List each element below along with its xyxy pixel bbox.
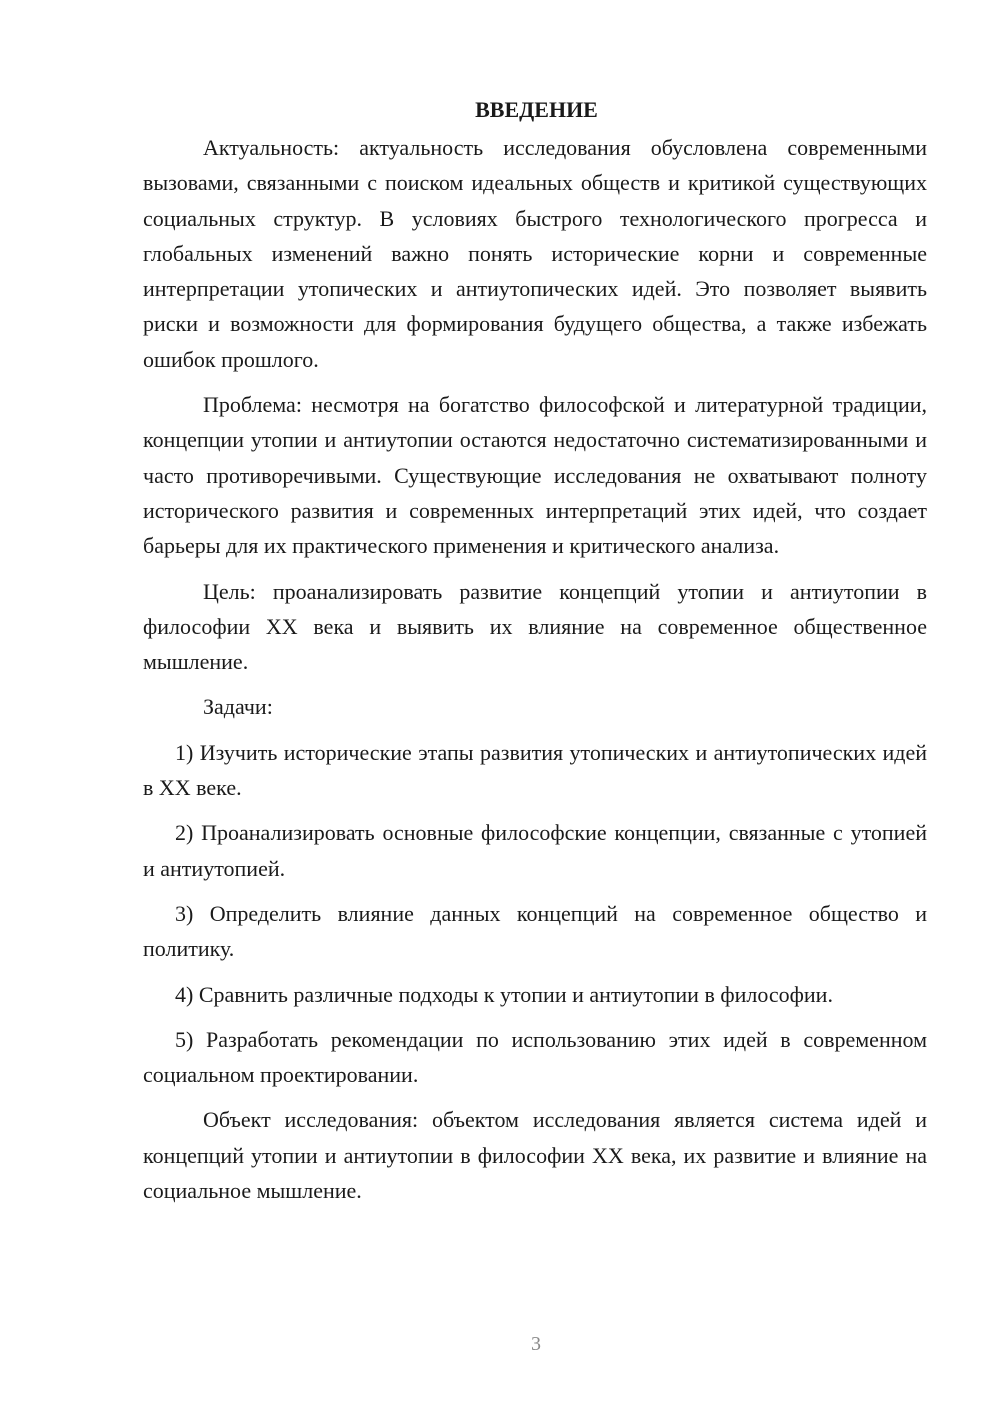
paragraph-relevance: Актуальность: актуальность исследования обусловлена современными вызовами, связанными с поиском идеальных обществ и критикой существующих социальных структур. В условиях быстрого технологического прогресса и глобальных изменений важно понять исторические корни и современные интерпретации утопических и антиутопических идей. Это позволяет выявить риски и возможности для формирования будущего общества, а также избежать ошибок прошлого. bbox=[143, 135, 927, 372]
page-number: 3 bbox=[531, 1333, 541, 1355]
paragraph-object: Объект исследования: объектом исследования является система идей и концепций утопии и антиутопии в философии XX века, их развитие и влияние на социальное мышление. bbox=[143, 1107, 927, 1204]
task-item: 1) Изучить исторические этапы развития утопических и антиутопических идей в XX веке. bbox=[143, 739, 927, 801]
document-page bbox=[143, 92, 927, 1218]
paragraph-problem: Проблема: несмотря на богатство философской и литературной традиции, концепции утопии и антиутопии остаются недостаточно систематизированными и часто противоречивыми. Существующие исследования не охватывают полноту исторического развития и современных интерпретаций этих идей, что создает барьеры для их практического применения и критического анализа. bbox=[143, 392, 927, 559]
task-item: 4) Сравнить различные подходы к утопии и антиутопии в философии. bbox=[175, 981, 833, 1007]
task-item: 5) Разработать рекомендации по использованию этих идей в современном социальном проектировании. bbox=[143, 1026, 927, 1088]
task-item: 2) Проанализировать основные философские концепции, связанные с утопией и антиутопией. bbox=[143, 820, 927, 881]
section-title: ВВЕДЕНИЕ bbox=[475, 97, 598, 122]
paragraph-goal: Цель: проанализировать развитие концепций утопии и антиутопии в философии XX века и выявить их влияние на современное общественное мышление. bbox=[143, 578, 927, 675]
tasks-heading: Задачи: bbox=[203, 694, 273, 720]
task-item: 3) Определить влияние данных концепций на современное общество и политику. bbox=[143, 900, 927, 962]
